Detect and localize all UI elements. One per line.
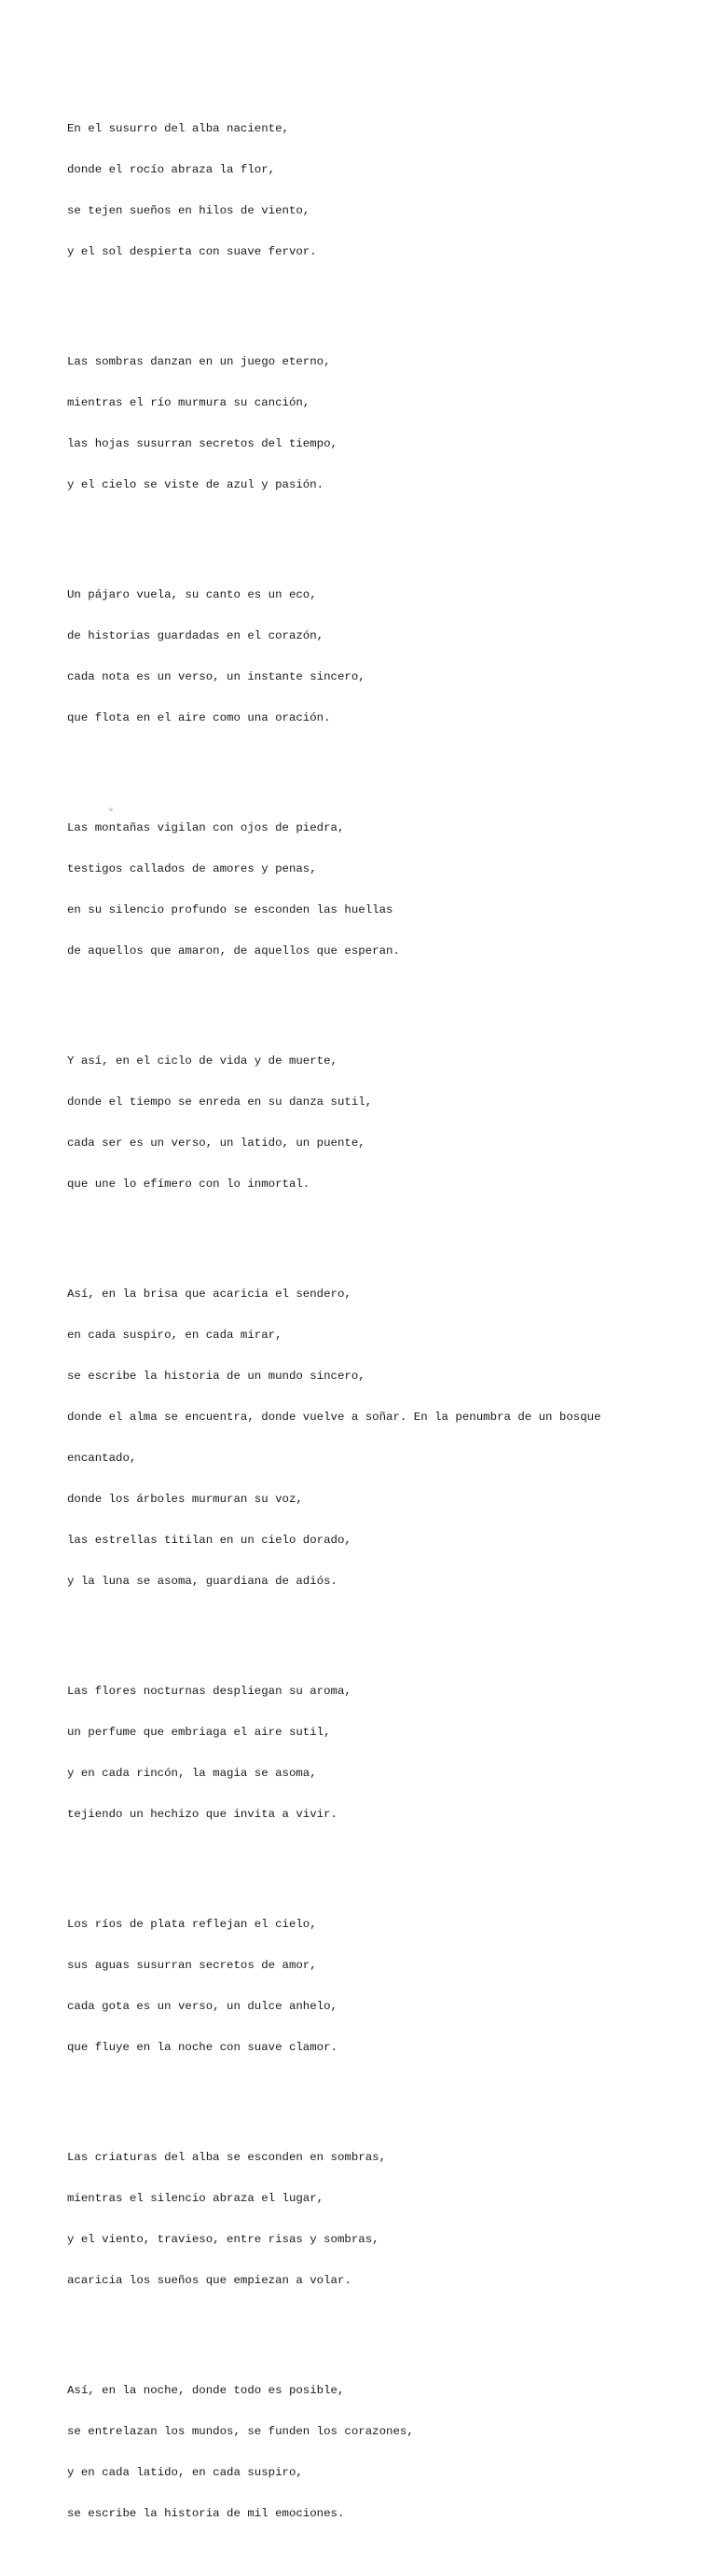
poem-line: y en cada rincón, la magia se asoma, — [67, 1767, 317, 1781]
poem-line: las hojas susurran secretos del tiempo, — [67, 436, 337, 450]
poem-line: Los ríos de plata reflejan el cielo, — [67, 1917, 317, 1931]
poem-line: se tejen sueños en hilos de viento, — [67, 204, 310, 218]
poem-line: cada ser es un verso, un latido, un puente, — [67, 1136, 365, 1150]
poem-line: de aquellos que amaron, de aquellos que esperan. — [67, 944, 400, 957]
stanza — [67, 94, 645, 286]
poem-line: tejiendo un hechizo que invita a vivir. — [67, 1808, 337, 1822]
poem-line: donde el alma se encuentra, donde vuelve a soñar. En la penumbra de un bosque — [67, 1410, 601, 1424]
poem-line: En el susurro del alba naciente, — [67, 121, 289, 135]
trailing-mark: ◦ — [108, 806, 114, 816]
poem-line: que fluye en la noche con suave clamor. — [67, 2041, 337, 2055]
poem-line: se entrelazan los mundos, se funden los corazones, — [67, 2424, 414, 2438]
poem-line: sus aguas susurran secretos de amor, — [67, 1958, 317, 1972]
stanza — [67, 2356, 645, 2548]
poem-line: testigos callados de amores y penas, — [67, 861, 317, 875]
poem-line: en su silencio profundo se esconden las huellas — [67, 902, 393, 916]
poem-line: mientras el río murmura su canción, — [67, 395, 310, 409]
poem-line: encantado, — [67, 1451, 137, 1465]
stanza — [67, 560, 645, 752]
poem-line: Las montañas vigilan con ojos de piedra, — [67, 820, 345, 834]
poem-line: un perfume que embriaga el aire sutil, — [67, 1725, 331, 1739]
stanza — [67, 327, 645, 519]
poem-body — [67, 67, 645, 2576]
poem-line: y el viento, travieso, entre risas y sombras, — [67, 2232, 379, 2246]
stanza — [67, 2123, 645, 2315]
poem-line: Las flores nocturnas despliegan su aroma, — [67, 1684, 351, 1698]
poem-line: y la luna se asoma, guardiana de adiós. — [67, 1575, 337, 1589]
poem-line: que flota en el aire como una oración. — [67, 711, 331, 725]
stanza — [67, 1657, 645, 1849]
poem-line: Un pájaro vuela, su canto es un eco, — [67, 587, 317, 601]
poem-line: que une lo efímero con lo inmortal. — [67, 1177, 310, 1191]
poem-line: cada gota es un verso, un dulce anhelo, — [67, 2000, 337, 2014]
stanza — [67, 1890, 645, 2082]
stanza — [67, 1026, 645, 1219]
poem-line: y el sol despierta con suave fervor. — [67, 245, 317, 259]
poem-line: cada nota es un verso, un instante sincero, — [67, 669, 365, 683]
poem-line: mientras el silencio abraza el lugar, — [67, 2191, 324, 2205]
poem-line: donde el tiempo se enreda en su danza sutil, — [67, 1095, 373, 1109]
poem-line: donde el rocío abraza la flor, — [67, 162, 276, 176]
poem-line: Así, en la noche, donde todo es posible, — [67, 2383, 345, 2397]
stanza — [67, 1260, 645, 1616]
poem-line: donde los árboles murmuran su voz, — [67, 1493, 303, 1507]
poem-line: las estrellas titilan en un cielo dorado, — [67, 1534, 351, 1548]
poem-line: Las criaturas del alba se esconden en sombras, — [67, 2150, 387, 2164]
poem-line: se escribe la historia de mil emociones. — [67, 2507, 345, 2521]
poem-line: acaricia los sueños que empiezan a volar. — [67, 2274, 351, 2288]
poem-line: y en cada latido, en cada suspiro, — [67, 2465, 303, 2479]
poem-line: en cada suspiro, en cada mirar, — [67, 1328, 282, 1342]
poem-line: de historias guardadas en el corazón, — [67, 628, 324, 642]
poem-line: Y así, en el ciclo de vida y de muerte, — [67, 1054, 337, 1068]
stanza — [67, 793, 645, 985]
poem-line: se escribe la historia de un mundo sincero, — [67, 1369, 365, 1383]
poem-line: Las sombras danzan en un juego eterno, — [67, 354, 331, 368]
poem-line: y el cielo se viste de azul y pasión. — [67, 478, 324, 492]
poem-line: Así, en la brisa que acaricia el sendero, — [67, 1287, 351, 1301]
